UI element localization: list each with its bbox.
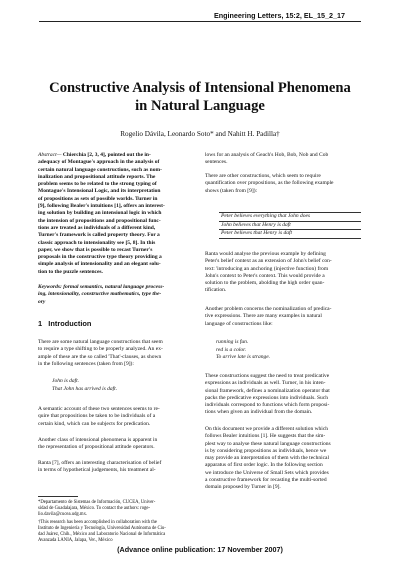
- text-line: certain kind, which can be subjects for predication.: [38, 420, 151, 427]
- paragraph: [205, 251, 362, 295]
- example-block: [52, 378, 117, 393]
- text-line: Peter's belief context as an extension of John's belief con-: [205, 258, 332, 265]
- abstract-line: Montague's Intensional Logic, and its interpretation: [38, 188, 161, 195]
- text-line: in terms of hypothetical judgements, his treatment al-: [38, 467, 156, 474]
- footnote-line: lio.davila@cucea.udg.mx.: [38, 512, 88, 517]
- keywords-line: Keywords: formal semantics, natural language process-: [38, 284, 165, 290]
- abstract-line: [9], following Bealer's intuitions [1], offers an interest-: [38, 203, 165, 210]
- paragraph: [38, 460, 195, 475]
- text-line: sentences.: [205, 159, 228, 166]
- footnote-line: †This research has been accomplished in collaboration with the: [38, 520, 157, 525]
- text-line: Another problem concerns the nominalization of predica-: [205, 306, 332, 312]
- section-heading: [38, 320, 195, 327]
- example-sentence: To arrive late is strange.: [216, 354, 271, 361]
- example-row: Peter believes everything that John does: [219, 213, 361, 222]
- footnote-line: sidad de Guadalajara, México. To contact the authors: roge-: [38, 506, 151, 511]
- example-row: John believes that Henry is daft: [219, 222, 361, 231]
- text-line: A semantic account of these two sentences seems to re-: [38, 406, 160, 412]
- paragraph: [38, 406, 195, 428]
- example-sentence: running is fun.: [216, 339, 249, 345]
- paragraph: [205, 426, 362, 492]
- text-line: On this document we provide a different solution which: [205, 426, 329, 432]
- text-line: quantification over propositions, as the following example: [205, 180, 334, 187]
- footnote: [38, 520, 195, 544]
- paragraph: [38, 339, 195, 368]
- example-sentence: John is daft.: [52, 378, 80, 384]
- text-line: packs the predicative expressions into individuals. Such: [205, 394, 328, 401]
- example-sentence: red is a color.: [216, 346, 247, 353]
- abstract-label: Abstract—: [38, 152, 62, 158]
- text-line: Another class of intensional phenomena is apparent in: [38, 437, 158, 443]
- text-line: quire that propositions be taken to be individuals of a: [38, 413, 156, 420]
- text-line: in the following sentences (taken from [9]):: [38, 360, 134, 367]
- paper-title: [30, 79, 370, 115]
- text-line: Ranta would analyse the previous example by defining: [205, 251, 326, 257]
- text-line: There are some natural language constructions that seem: [38, 339, 163, 345]
- text-line: a constructive framework for recasting the multi-sorted: [205, 477, 327, 484]
- text-line: lows for an analysis of Geach's Hob, Bob, Nob and Cob: [205, 152, 329, 158]
- abstract-line: Turner's framework is called property theory. For a: [38, 232, 160, 239]
- text-line: the representation of propositional attitude operators.: [38, 444, 155, 451]
- text-line: ample of these are the so called 'That'-clauses, as shown: [38, 353, 162, 360]
- text-line: solution to the problem, abolding the high order quan-: [205, 280, 325, 287]
- text-line: domain proposed by Turner in [9].: [205, 484, 281, 491]
- text-line: language of constructions like:: [205, 320, 273, 327]
- paragraph: [38, 437, 195, 452]
- abstract: [38, 152, 195, 276]
- keywords-line: ory: [38, 298, 46, 305]
- example-block: [216, 339, 270, 362]
- text-line: may provide an interpretation of them with the technical: [205, 455, 330, 462]
- abstract-line: tion to the puzzle sentences.: [38, 268, 103, 275]
- text-line: plest way to analyse these natural language constructions: [205, 440, 331, 447]
- footnote-line: dad Juárez, Chih., México and Laboratorio Nacional de Informática: [38, 532, 166, 537]
- paragraph: [205, 373, 362, 417]
- abstract-line: the intension of propositions and propositional func-: [38, 217, 161, 224]
- text-line: Ranta [7], offers an interesting characterisation of belief: [38, 460, 162, 466]
- journal-header: Engineering Letters, 15:2, EL_15_2_17: [213, 11, 345, 20]
- paragraph: [205, 152, 362, 167]
- text-line: is by considering propositions as individuals, hence we: [205, 447, 327, 454]
- title-line-1: Constructive Analysis of Intensional Phenomena: [49, 80, 351, 96]
- example-row: Peter believes that Henry is daft: [221, 230, 293, 236]
- example-table: [219, 212, 361, 239]
- text-line: John's context to Peter's context. This would provide a: [205, 272, 325, 279]
- footnote: [38, 500, 195, 518]
- title-line-2: in Natural Language: [135, 98, 265, 114]
- keywords-line: ing, intensionality, constructive mathematics, type the-: [38, 291, 162, 298]
- abstract-line: paper, we show that is possible to recast Turner's: [38, 246, 153, 253]
- header-rule: [39, 21, 361, 22]
- abstract-line: ing solution by building an intensional logic in which: [38, 210, 162, 217]
- abstract-line: simple analysis of intensionality and an elegant solu-: [38, 261, 161, 268]
- publication-footer: (Advance online publication: 17 November 2007): [117, 545, 283, 554]
- abstract-line: classic approach to intensionality see [5, 8]. In this: [38, 239, 156, 246]
- example-sentence: That John has arrived is daft.: [52, 385, 118, 392]
- text-line: follows Bealer intuitions [1]. He suggests that the sim-: [205, 433, 326, 440]
- text-line: tive expressions. There are many examples in natural: [205, 313, 322, 320]
- abstract-line: Chierchia [2, 3, 4], pointed out the in-: [62, 152, 151, 158]
- abstract-line: proposals in the constructive type theory providing a: [38, 254, 162, 261]
- footnote-rule: [38, 496, 78, 497]
- text-line: These constructions suggest the need to treat predicative: [205, 373, 330, 379]
- footnote-line: Instituto de Ingeniería y Tecnología, Universidad Autónoma de Ciu-: [38, 526, 166, 531]
- abstract-line: of propositions as sets of possible worlds. Turner in: [38, 195, 158, 202]
- text-line: expressions as individuals as well. Turner, in his inten-: [205, 380, 326, 387]
- text-line: to require a type shifting to be properly analyzed. An ex-: [38, 346, 163, 353]
- paragraph: [205, 306, 362, 328]
- abstract-line: tions are treated as individuals of a different kind,: [38, 224, 156, 231]
- section-title: Introduction: [48, 319, 92, 328]
- text-line: tification.: [205, 287, 227, 294]
- abstract-line: problem seems to be related to the strong typing of: [38, 181, 157, 188]
- text-line: apparatus of first order logic. In the following section: [205, 462, 323, 469]
- text-line: individuals correspond to functions which form proposi-: [205, 402, 330, 409]
- section-number: 1: [38, 319, 43, 328]
- abstract-line: adequacy of Montague's approach in the analysis of: [38, 159, 160, 166]
- text-line: sional framework, defines a nominalization operator that: [205, 387, 330, 394]
- author-list: Rogelio Dávila, Leonardo Soto* and Nahitt H. Padilla†: [120, 130, 280, 138]
- footnote-line: Avanzada LANIA, Jalapa, Ver., México: [38, 538, 113, 543]
- keywords: [38, 284, 195, 306]
- text-line: we introduce the Universe of Small Sets which provides: [205, 469, 329, 476]
- text-line: shows (taken from [9]):: [205, 187, 258, 194]
- text-line: There are other constructions, which seem to require: [205, 173, 321, 179]
- text-line: tions when given an individual from the domain.: [205, 409, 313, 416]
- footnote-line: *Departamento de Sistemas de Información, CUCEA, Univer-: [38, 500, 156, 505]
- text-line: text: 'introducing an anchoring (injective function) from: [205, 265, 329, 272]
- paragraph: [205, 173, 362, 195]
- abstract-line: certain natural language constructions, such as nom-: [38, 166, 162, 173]
- abstract-line: inalization and propositional attitude reports. The: [38, 173, 156, 180]
